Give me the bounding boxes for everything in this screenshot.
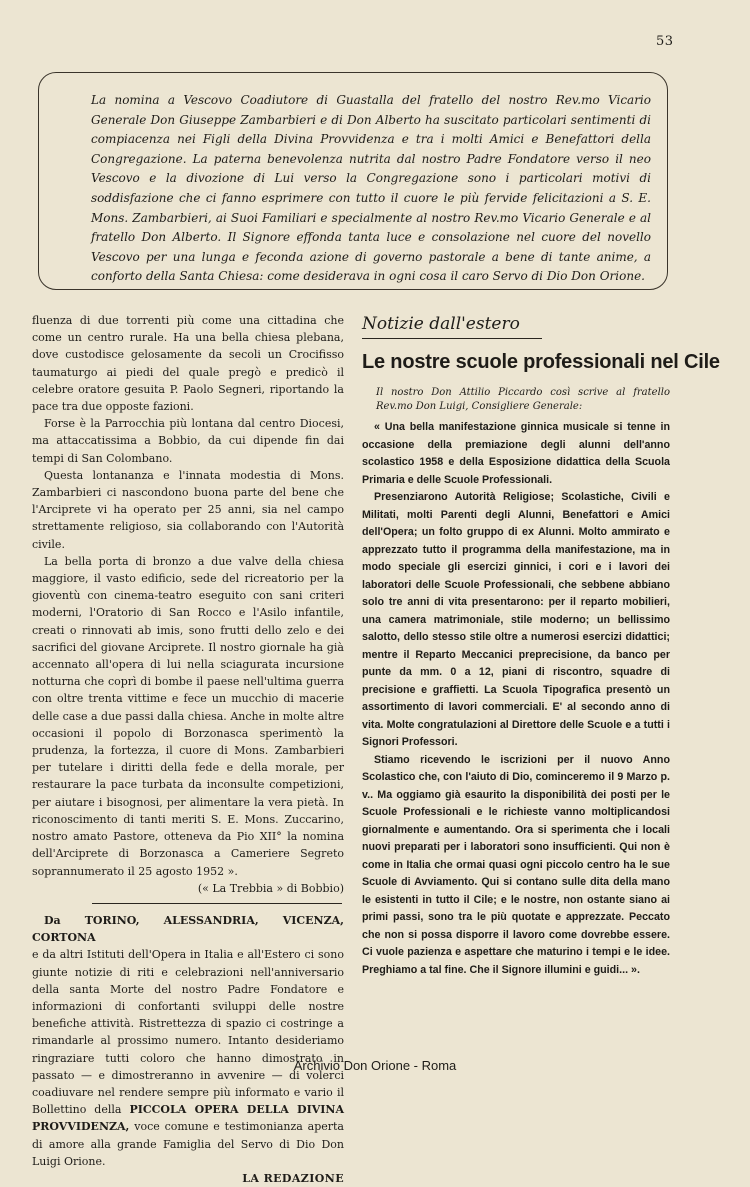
signature: LA REDAZIONE xyxy=(242,1171,344,1185)
article-paragraph: « Una bella manifestazione ginnica musicale si tenne in occasione della premiazione degli alunni dell'anno scolastico 1958 e della Esposizione didattica della Scuola Primaria e delle Scuole Professionali. xyxy=(362,421,670,486)
page-number: 53 xyxy=(656,34,674,49)
editorial-notice xyxy=(32,912,344,1170)
notice-text: e da altri Istituti dell'Opera in Italia e all'Estero ci sono giunte notizie di riti e celebrazioni nell'anniversario della santa Morte del nostro Padre Fondatore e informazioni di confortanti sviluppi delle nostre benefiche attività. Ristrettezza di spazio ci costringe a rimandarle al prossimo numero. Intanto desideriamo ringraziare tutti coloro che hanno dimostrato in passato — e dimostreranno in avvenire — di volerci coadiuvare nel rendere sempre più informato e vario il Bollettino della xyxy=(32,948,344,1117)
left-paragraph: La bella porta di bronzo a due valve della chiesa maggiore, il vasto edificio, sede del ricreatorio per la gioventù con cinema-teatro eseguito con sani criteri moderni, l'Oratorio di San Rocco e l'Asilo infantile, creati o rinnovati ab imis, sono frutti dello zelo e dei sacrifici del giovane Arciprete. Il nostro giornale ha già accennato all'opera di lui nella sciagurata incursione notturna che coprì di bombe il paese nell'ultima guerra con oltre trenta vittime e fece un mucchio di macerie delle case a due passi dalla chiesa. Anche in molte altre occasioni il popolo di Borzonasca sperimentò la prudenza, la fortezza, il cuore di Mons. Zambarbieri per tutelare i diritti della fede e della morale, per restaurare la pace turbata da inconsulte competizioni, per aiutare i bisognosi, per alimentare la vera pietà. In riconoscimento di tanti meriti S. E. Mons. Zuccarino, nostro amato Pastore, otteneva da Pio XII° la nomina dell'Arciprete di Borzonasca a Cameriere Segreto soprannumerato il 25 agosto 1952 ». xyxy=(32,554,344,878)
announcement-text: La nomina a Vescovo Coadiutore di Guastalla del fratello del nostro Rev.mo Vicario Generale Don Giuseppe Zambarbieri e di Don Alberto ha suscitato particolari sentimenti di compiacenza nei Figli della Divina Provvidenza e tra i molti Amici e Benefattori della Congregazione. La paterna benevolenza nutrita dal nostro Padre Fondatore verso il neo Vescovo e la divozione di Lui verso la Congregazione sono i particolari motivi di soddisfazione che ci fanno esprimere con tutto il cuore le più fervide felicitazioni a S. E. Mons. Zambarbieri, ai Suoi Familiari e specialmente al nostro Rev.mo Vicario Generale e al fratello Don Alberto. Il Signore effonda tanta luce e consolazione nel cuore del novello Vescovo per una lunga e feconda azione di governo pastorale a bene di tante anime, a conforto della Santa Chiesa: come desiderava in ogni cosa il caro Servo di Dio Don Orione. xyxy=(91,93,651,284)
divider xyxy=(92,903,342,904)
notice-bold-name: PICCOLA OPERA DELLA DIVINA PROVVIDENZA, xyxy=(32,1103,345,1134)
article-body xyxy=(362,419,670,979)
left-paragraph: Forse è la Parrocchia più lontana dal centro Diocesi, ma attaccatissima a Bobbio, da cui dipende fin dai tempi di San Colombano. xyxy=(32,417,344,465)
left-paragraph: Questa lontananza e l'innata modestia di Mons. Zambarbieri ci nascondono buona parte del bene che l'Arciprete vi ha operato per 25 anni, sia nel campo strettamente religioso, sia collaborando con l'Autorità civile. xyxy=(32,468,344,551)
section-title: Notizie dall'estero xyxy=(362,314,542,339)
announcement-box xyxy=(38,72,668,290)
notice-text-end: voce comune e testimonianza aperta di amore alla grande Famiglia del Servo di Dio Don Luigi Orione. xyxy=(32,1120,344,1168)
article-paragraph: Stiamo ricevendo le iscrizioni per il nuovo Anno Scolastico che, con l'aiuto di Dio, cominceremo il 9 Marzo p. v.. Ma oggiamo già esaurito la disponibilità dei posti per le Scuole Professionali e le richieste vanno moltiplicandosi giornalmente e aumentando. Ora si sperimenta che i locali nuovi preparati per i laboratori sono insufficienti. Qui non è come in Italia che ormai quasi ogni piccolo centro ha le sue Scuole di Avviamento. Qui si contano sulle dita della mano le esistenti in tutto il Cile; e le nostre, non ostante siano ai primi passi, sono tra le più quotate e apprezzate. Peccato che non si possa disporre il lavoro come dovrebbe essere. Ci vuole pazienza e aspettare che maturino i tempi e le idee. Preghiamo a tal fine. Che il Signore illumini e guidi... ». xyxy=(362,753,670,976)
left-paragraph: fluenza di due torrenti più come una cittadina che come un centro rurale. Ha una bella chiesa plebana, dove custodisce gelosamente da secoli un Crocifisso taumaturgo ai piedi del quale pregò e predicò il celebre oratore gesuita P. Paolo Segneri, riportando la pace tra due opposte fazioni. xyxy=(32,314,344,414)
article-intro: Il nostro Don Attilio Piccardo così scrive al fratello Rev.mo Don Luigi, Consigliere Generale: xyxy=(376,387,670,412)
article-source: (« La Trebbia » di Bobbio) xyxy=(197,881,344,895)
article-paragraph: Presenziarono Autorità Religiose; Scolastiche, Civili e Militati, molti Parenti degli Alunni, Benefattori e Amici dell'Opera; un folto gruppo di ex Alunni. Molto ammirato e apprezzato tutto il programma della manifestazione, ma in modo speciale gli esercizi ginnici, i cori e i lavori dei laboratori delle Scuole Professionali, che sebbene abbiano solo tre anni di vita presentarono: per il reparto mobilieri, una camera matrimoniale, stile moderno; un bellissimo salotto, dello stesso stile oltre a numerosi esercizi didattici; mentre il Reparto Meccanici preprecisione, da banco per punte da mm. 0 a 12, piani di riscontro, squadre di precisione e graffietti. La Scuola Tipografica presentò un assortimento di lavori commerciali. E' al secondo anno di vita. Molte congratulazioni al Direttore delle Scuole e a tutti i Signori Professori. xyxy=(362,491,670,748)
left-column xyxy=(32,312,344,1187)
notice-heading: Da TORINO, ALESSANDRIA, VICENZA, CORTONA xyxy=(32,913,344,945)
right-column xyxy=(362,314,720,979)
article-headline: Le nostre scuole professionali nel Cile xyxy=(362,351,720,373)
archive-footer: Archivio Don Orione - Roma xyxy=(293,1058,457,1073)
